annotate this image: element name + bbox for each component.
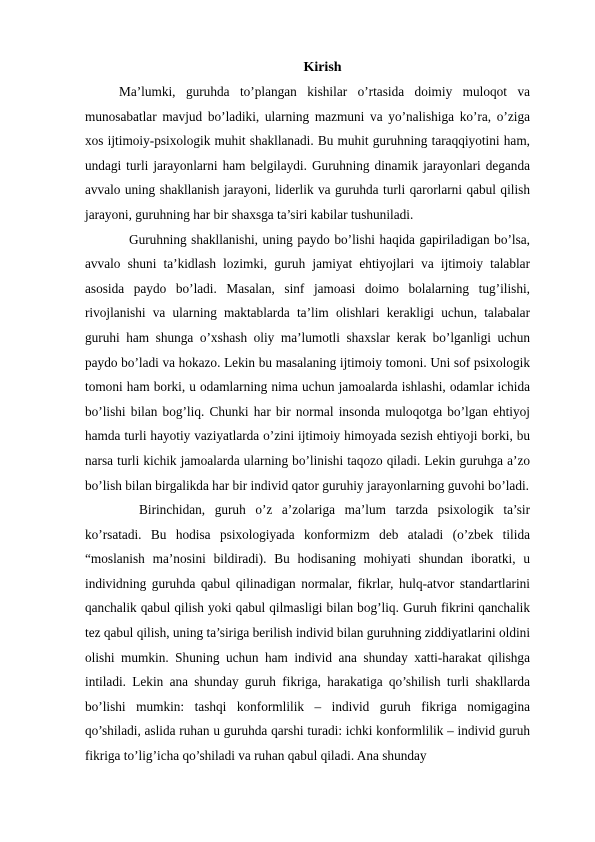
document-page <box>85 56 530 769</box>
paragraph-1: Ma’lumki, guruhda to’plangan kishilar o’rtasida doimiy muloqot va munosabatlar mavjud bo’ladiki, ularning mazmuni va yo’nalishiga ko’ra, o’ziga xos ijtimoiy-psixologik muhit shakllanadi. Bu muhit guruhning taraqqiyotini ham, undagi turli jarayonlarni ham belgilaydi. Guruhning dinamik jarayonlari deganda avvalo uning shakllanish jarayoni, liderlik va guruhda turli qarorlarni qabul qilish jarayoni, guruhning har bir shaxsga ta’siri kabilar tushuniladi. <box>85 84 530 222</box>
paragraph-3: Birinchidan, guruh o’z a’zolariga ma’lum tarzda psixologik ta’sir ko’rsatadi. Bu hodisa psixologiyada konformizm deb ataladi (o’zbek tilida “moslanish ma’nosini bildiradi). Bu hodisaning mohiyati shundan iboratki, u individning guruhda qabul qilinadigan normalar, fikrlar, hulq-atvor standartlarini qanchalik qabul qilish yoki qabul qilmasligi bilan bog’liq. Guruh fikrini qanchalik tez qabul qilish, uning ta’siriga berilish individ bilan guruhning ziddiyatlarini oldini olishi mumkin. Shuning uchun ham individ ana shunday xatti-harakat qilishga intiladi. Lekin ana shunday guruh fikriga, harakatiga qo’shilish turli shakllarda bo’lishi mumkin: tashqi konformlilik – individ guruh fikriga nomigagina qo’shiladi, aslida ruhan u guruhda qarshi turadi: ichki konformlilik – individ guruh fikriga to’lig’icha qo’shiladi va ruhan qabul qiladi. Ana shunday <box>85 502 531 764</box>
document-title: Kirish <box>303 60 342 75</box>
paragraph-2: Guruhning shakllanishi, uning paydo bo’lishi haqida gapiriladigan bo’lsa, avvalo shuni ta’kidlash lozimki, guruh jamiyat ehtiyojlari va ijtimoiy talablar asosida paydo bo’ladi. Masalan, sinf jamoasi doimo bolalarning tug’ilishi, rivojlanishi va ularning maktablarda ta’lim olishlari kerakligi uchun, talabalar guruhi ham shunga o’xshash oliy ma’lumotli shaxslar kerak bo’lganligi uchun paydo bo’ladi va hokazo. Lekin bu masalaning ijtimoiy tomoni. Uni sof psixologik tomoni ham borki, u odamlarning nima uchun jamoalarda ishlashi, odamlar ichida bo’lishi bilan bog’liq. Chunki har bir normal insonda muloqotga bo’lgan ehtiyoj hamda turli hayotiy vaziyatlarda o’zini ijtimoiy himoyada sezish ehtiyoji borki, bu narsa turli kichik jamoalarda ularning bo’linishi taqozo qiladi. Lekin guruhga a’zo bo’lish bilan birgalikda har bir individ qator guruhiy jarayonlarning guvohi bo’ladi. <box>85 231 530 493</box>
